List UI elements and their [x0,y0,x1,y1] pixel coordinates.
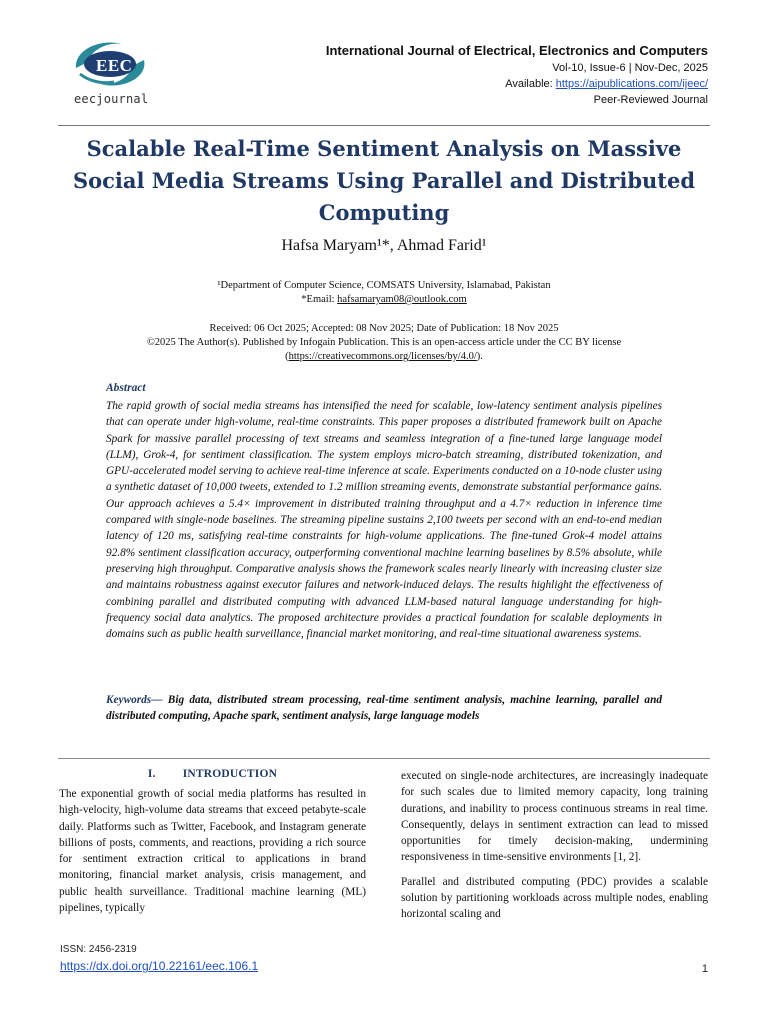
available-label: Available: [505,78,553,90]
license-text: ©2025 The Author(s). Published by Infogain Publication. This is an open-access article under the CC BY license [146,337,622,348]
logo-caption: eecjournal [74,92,149,106]
keywords-label: Keywords— [106,694,163,706]
intro-paragraph-1: The exponential growth of social media platforms has resulted in high-velocity, high-volume data streams that exceed petabyte-scale daily. Platforms such as Twitter, Facebook, and Instagram generate billions of posts, comments, and reactions, providing a rich source for sentiment extraction critical to applications in brand monitoring, financial market analysis, crisis management, and public health surveillance. Traditional machine learning (ML) pipelines, typically [59,788,366,915]
doi-link[interactable]: https://dx.doi.org/10.22161/eec.106.1 [60,959,259,973]
journal-header [326,43,708,106]
journal-volume: Vol-10, Issue-6 | Nov-Dec, 2025 [552,62,708,74]
peer-review-label: Peer-Reviewed Journal [593,94,708,106]
abstract-heading: Abstract [106,382,146,394]
paper-title: Scalable Real-Time Sentiment Analysis on Massive Social Media Streams Using Parallel and Distributed Computing [72,136,696,225]
abstract-body: The rapid growth of social media streams has intensified the need for scalable, low-latency sentiment analysis pipelines that can operate under high-volume, real-time constraints. This paper proposes a distributed framework built on Apache Spark for massive parallel processing of text streams and seamless integration of a fine-tuned large language model (LLM), Grok-4, for sentiment classification. The system employs micro-batch streaming, distributed tokenization, and GPU-accelerated model serving to achieve real-time inference at scale. Experiments conducted on a 10-node cluster using a synthetic dataset of 10,000 tweets, extended to 1.2 million streaming events, demonstrate substantial performance gains. Our approach achieves a 5.4× improvement in distributed training throughput and a 4.7× reduction in inference time compared with single-node baselines. The streaming pipeline sustains 2,100 tweets per second with an end-to-end median latency of 120 ms, satisfying real-time constraints for high-volume applications. The fine-tuned Grok-4 model attains 92.8% sentiment classification accuracy, outperforming conventional machine learning baselines by 8.5% absolute, while preserving high throughput. Comparative analysis shows the framework scales nearly linearly with increasing cluster size and maintains robustness against executor failures and network-induced delays. The results highlight the effectiveness of combining parallel and distributed computing with advanced LLM-based natural language understanding for high-frequency social data analytics. The proposed architecture provides a practical foundation for scalable deployments in domains such as public health surveillance, financial market monitoring, and real-time situational awareness systems. [106,400,662,641]
left-column [59,768,366,916]
right-column [401,768,708,923]
page-footer [60,944,258,973]
keywords-list: Big data, distributed stream processing, real-time sentiment analysis, machine learning, parallel and distributed computing, Apache spark, sentiment analysis, large language models [106,694,662,723]
journal-logo [66,38,162,110]
email-label: *Email: [301,294,335,305]
section-number: I. [147,768,156,780]
paper-authors: Hafsa Maryam¹*, Ahmad Farid¹ [281,237,487,254]
section-divider [58,758,710,759]
logo-text: EEC [96,56,133,75]
publication-info [60,322,708,364]
license-url-line: (https://creativecommons.org/licenses/by/4.0/). [285,351,483,362]
license-link[interactable]: https://creativecommons.org/licenses/by/4.0/ [288,351,477,362]
keywords [106,692,662,725]
email-link[interactable]: hafsamaryam08@outlook.com [337,294,467,305]
intro-paragraph-2: executed on single-node architectures, are increasingly inadequate for such scales due to limited memory capacity, long training durations, and inability to process continuous streams in real time. Consequently, delays in sentiment extraction can lead to missed opportunities for timely decision-making, undermining responsiveness in time-sensitive environments [1, 2]. [401,770,708,864]
intro-paragraph-3: Parallel and distributed computing (PDC) provides a scalable solution by partitioning workloads across multiple nodes, enabling horizontal scaling and [401,875,708,921]
section-heading-introduction [59,768,366,780]
publication-dates: Received: 06 Oct 2025; Accepted: 08 Nov 2025; Date of Publication: 18 Nov 2025 [209,323,559,334]
journal-name: International Journal of Electrical, Electronics and Computers [325,43,708,58]
journal-url-link[interactable]: https://aipublications.com/ijeec/ [555,78,708,90]
affiliation: ¹Department of Computer Science, COMSATS University, Islamabad, Pakistan [217,280,551,291]
affiliation-block [60,279,708,307]
page-number: 1 [701,963,708,975]
issn: ISSN: 2456-2319 [60,944,137,955]
section-title: INTRODUCTION [182,768,278,780]
email-line [60,293,708,307]
header-divider [58,125,710,126]
journal-availability [326,78,708,90]
